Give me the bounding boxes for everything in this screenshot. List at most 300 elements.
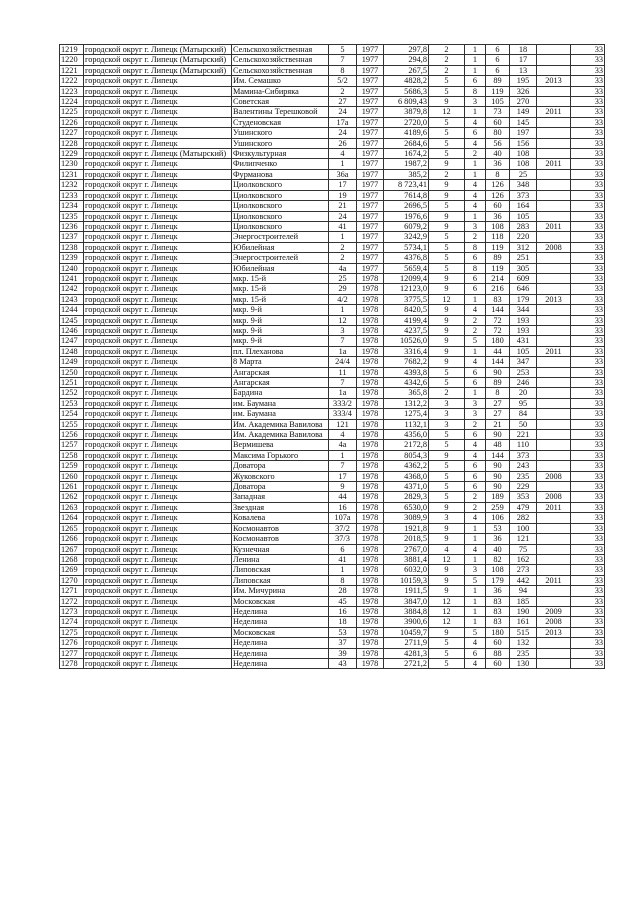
cell-street: пл. Плеханова [232, 346, 329, 356]
cell-repair-year [537, 336, 571, 346]
table-row [60, 294, 605, 304]
cell-code: 33 [571, 575, 605, 585]
cell-house-number: 7 [329, 55, 357, 65]
cell-row-number: 1226 [60, 117, 84, 127]
table-row [60, 86, 605, 96]
cell-floors: 9 [429, 180, 465, 190]
cell-street: мкр. 15-й [232, 284, 329, 294]
cell-code: 33 [571, 658, 605, 668]
cell-row-number: 1239 [60, 253, 84, 263]
cell-repair-year: 2013 [537, 76, 571, 86]
cell-repair-year [537, 149, 571, 159]
cell-street: Циолковского [232, 190, 329, 200]
cell-entrances: 2 [465, 502, 486, 512]
cell-row-number: 1272 [60, 596, 84, 606]
cell-floors: 9 [429, 502, 465, 512]
cell-year-built: 1978 [357, 658, 384, 668]
cell-repair-year [537, 169, 571, 179]
cell-entrances: 8 [465, 263, 486, 273]
cell-apartments: 216 [486, 284, 510, 294]
cell-street: Физкультурная [232, 149, 329, 159]
cell-row-number: 1256 [60, 430, 84, 440]
cell-residents: 20 [510, 388, 537, 398]
cell-street: мкр. 9-й [232, 315, 329, 325]
cell-floors: 5 [429, 201, 465, 211]
cell-floors: 12 [429, 107, 465, 117]
cell-year-built: 1978 [357, 409, 384, 419]
cell-district: городской округ г. Липецк [84, 263, 232, 273]
cell-code: 33 [571, 523, 605, 533]
cell-district: городской округ г. Липецк [84, 315, 232, 325]
cell-repair-year [537, 658, 571, 668]
cell-residents: 25 [510, 169, 537, 179]
cell-year-built: 1978 [357, 471, 384, 481]
cell-entrances: 5 [465, 336, 486, 346]
table-row [60, 211, 605, 221]
cell-apartments: 144 [486, 357, 510, 367]
cell-year-built: 1977 [357, 263, 384, 273]
cell-repair-year [537, 86, 571, 96]
cell-area: 2696,5 [384, 201, 429, 211]
cell-year-built: 1978 [357, 575, 384, 585]
cell-residents: 17 [510, 55, 537, 65]
cell-floors: 12 [429, 294, 465, 304]
cell-code: 33 [571, 596, 605, 606]
cell-district: городской округ г. Липецк [84, 544, 232, 554]
cell-repair-year [537, 55, 571, 65]
cell-row-number: 1258 [60, 450, 84, 460]
cell-year-built: 1978 [357, 430, 384, 440]
cell-apartments: 214 [486, 273, 510, 283]
cell-entrances: 1 [465, 65, 486, 75]
cell-code: 33 [571, 45, 605, 55]
cell-residents: 179 [510, 294, 537, 304]
cell-residents: 251 [510, 253, 537, 263]
cell-apartments: 36 [486, 211, 510, 221]
cell-residents: 273 [510, 565, 537, 575]
cell-entrances: 4 [465, 440, 486, 450]
cell-code: 33 [571, 482, 605, 492]
table-row [60, 232, 605, 242]
cell-repair-year: 2013 [537, 627, 571, 637]
cell-area: 2172,8 [384, 440, 429, 450]
table-row [60, 554, 605, 564]
cell-year-built: 1977 [357, 169, 384, 179]
cell-house-number: 5/2 [329, 76, 357, 86]
cell-street: Филипченко [232, 159, 329, 169]
cell-street: Циолковского [232, 201, 329, 211]
cell-entrances: 4 [465, 357, 486, 367]
cell-floors: 5 [429, 138, 465, 148]
cell-row-number: 1251 [60, 378, 84, 388]
table-row [60, 565, 605, 575]
cell-code: 33 [571, 513, 605, 523]
cell-street: Студеновская [232, 117, 329, 127]
cell-entrances: 3 [465, 97, 486, 107]
cell-code: 33 [571, 325, 605, 335]
cell-apartments: 119 [486, 242, 510, 252]
cell-house-number: 5 [329, 45, 357, 55]
cell-street: Липовская [232, 575, 329, 585]
cell-apartments: 56 [486, 138, 510, 148]
cell-district: городской округ г. Липецк (Матырский) [84, 149, 232, 159]
cell-house-number: 37/2 [329, 523, 357, 533]
table-row [60, 284, 605, 294]
cell-district: городской округ г. Липецк [84, 336, 232, 346]
cell-row-number: 1261 [60, 482, 84, 492]
cell-entrances: 6 [465, 284, 486, 294]
cell-row-number: 1259 [60, 461, 84, 471]
cell-residents: 197 [510, 128, 537, 138]
cell-year-built: 1978 [357, 325, 384, 335]
cell-apartments: 27 [486, 409, 510, 419]
cell-area: 8054,3 [384, 450, 429, 460]
cell-entrances: 2 [465, 149, 486, 159]
cell-code: 33 [571, 606, 605, 616]
cell-apartments: 108 [486, 565, 510, 575]
cell-repair-year [537, 367, 571, 377]
cell-house-number: 27 [329, 97, 357, 107]
cell-residents: 220 [510, 232, 537, 242]
cell-district: городской округ г. Липецк [84, 128, 232, 138]
cell-house-number: 37 [329, 638, 357, 648]
cell-year-built: 1978 [357, 596, 384, 606]
cell-row-number: 1248 [60, 346, 84, 356]
cell-year-built: 1977 [357, 190, 384, 200]
table-row [60, 107, 605, 117]
cell-entrances: 6 [465, 128, 486, 138]
cell-repair-year [537, 554, 571, 564]
table-row [60, 305, 605, 315]
cell-area: 6032,0 [384, 565, 429, 575]
cell-district: городской округ г. Липецк [84, 586, 232, 596]
cell-house-number: 16 [329, 502, 357, 512]
cell-apartments: 119 [486, 86, 510, 96]
table-row [60, 65, 605, 75]
cell-code: 33 [571, 180, 605, 190]
cell-repair-year [537, 284, 571, 294]
cell-repair-year [537, 97, 571, 107]
cell-code: 33 [571, 55, 605, 65]
cell-district: городской округ г. Липецк [84, 86, 232, 96]
cell-apartments: 105 [486, 97, 510, 107]
cell-year-built: 1977 [357, 201, 384, 211]
cell-repair-year [537, 378, 571, 388]
cell-street: Сельскохозяйственная [232, 55, 329, 65]
cell-house-number: 28 [329, 586, 357, 596]
cell-year-built: 1978 [357, 523, 384, 533]
cell-code: 33 [571, 357, 605, 367]
cell-street: мкр. 9-й [232, 325, 329, 335]
cell-entrances: 1 [465, 55, 486, 65]
cell-entrances: 6 [465, 378, 486, 388]
cell-residents: 95 [510, 398, 537, 408]
cell-entrances: 2 [465, 419, 486, 429]
cell-row-number: 1263 [60, 502, 84, 512]
cell-code: 33 [571, 534, 605, 544]
cell-district: городской округ г. Липецк [84, 180, 232, 190]
cell-street: Неделина [232, 648, 329, 658]
cell-district: городской округ г. Липецк [84, 169, 232, 179]
cell-entrances: 4 [465, 544, 486, 554]
cell-floors: 12 [429, 606, 465, 616]
cell-floors: 5 [429, 482, 465, 492]
cell-district: городской округ г. Липецк [84, 638, 232, 648]
cell-year-built: 1977 [357, 253, 384, 263]
cell-code: 33 [571, 97, 605, 107]
cell-year-built: 1978 [357, 440, 384, 450]
cell-district: городской округ г. Липецк [84, 117, 232, 127]
cell-entrances: 4 [465, 305, 486, 315]
cell-repair-year [537, 398, 571, 408]
cell-residents: 75 [510, 544, 537, 554]
cell-residents: 431 [510, 336, 537, 346]
cell-entrances: 4 [465, 138, 486, 148]
cell-entrances: 4 [465, 658, 486, 668]
cell-house-number: 43 [329, 658, 357, 668]
cell-row-number: 1274 [60, 617, 84, 627]
cell-floors: 3 [429, 419, 465, 429]
cell-residents: 110 [510, 440, 537, 450]
cell-residents: 105 [510, 346, 537, 356]
cell-row-number: 1231 [60, 169, 84, 179]
cell-year-built: 1977 [357, 159, 384, 169]
table-row [60, 482, 605, 492]
cell-code: 33 [571, 346, 605, 356]
cell-area: 4393,8 [384, 367, 429, 377]
cell-district: городской округ г. Липецк [84, 388, 232, 398]
cell-district: городской округ г. Липецк [84, 450, 232, 460]
cell-street: Неделина [232, 638, 329, 648]
cell-floors: 9 [429, 523, 465, 533]
cell-code: 33 [571, 409, 605, 419]
cell-apartments: 90 [486, 482, 510, 492]
cell-row-number: 1277 [60, 648, 84, 658]
table-row [60, 606, 605, 616]
cell-house-number: 1а [329, 346, 357, 356]
cell-year-built: 1977 [357, 86, 384, 96]
cell-year-built: 1978 [357, 273, 384, 283]
cell-year-built: 1978 [357, 367, 384, 377]
cell-area: 1976,6 [384, 211, 429, 221]
cell-street: Московская [232, 596, 329, 606]
cell-year-built: 1977 [357, 45, 384, 55]
cell-row-number: 1250 [60, 367, 84, 377]
cell-repair-year [537, 263, 571, 273]
cell-house-number: 6 [329, 544, 357, 554]
cell-code: 33 [571, 305, 605, 315]
cell-repair-year [537, 128, 571, 138]
cell-entrances: 6 [465, 76, 486, 86]
cell-entrances: 2 [465, 315, 486, 325]
cell-area: 6 809,43 [384, 97, 429, 107]
cell-floors: 5 [429, 430, 465, 440]
table-row [60, 169, 605, 179]
cell-district: городской округ г. Липецк [84, 346, 232, 356]
cell-repair-year [537, 201, 571, 211]
cell-house-number: 17а [329, 117, 357, 127]
cell-year-built: 1978 [357, 586, 384, 596]
cell-entrances: 1 [465, 107, 486, 117]
cell-street: Космонавтов [232, 523, 329, 533]
cell-code: 33 [571, 86, 605, 96]
cell-entrances: 5 [465, 627, 486, 637]
cell-repair-year: 2008 [537, 242, 571, 252]
cell-street: Жуковского [232, 471, 329, 481]
cell-residents: 347 [510, 357, 537, 367]
cell-repair-year [537, 534, 571, 544]
cell-house-number: 37/3 [329, 534, 357, 544]
cell-district: городской округ г. Липецк [84, 596, 232, 606]
cell-apartments: 72 [486, 315, 510, 325]
cell-floors: 5 [429, 128, 465, 138]
cell-year-built: 1978 [357, 648, 384, 658]
cell-house-number: 11 [329, 367, 357, 377]
cell-floors: 9 [429, 284, 465, 294]
cell-entrances: 4 [465, 117, 486, 127]
cell-repair-year [537, 409, 571, 419]
cell-house-number: 1 [329, 159, 357, 169]
cell-house-number: 1 [329, 305, 357, 315]
cell-district: городской округ г. Липецк [84, 273, 232, 283]
cell-row-number: 1273 [60, 606, 84, 616]
cell-repair-year [537, 440, 571, 450]
cell-house-number: 4 [329, 430, 357, 440]
cell-area: 2767,0 [384, 544, 429, 554]
table-row [60, 388, 605, 398]
cell-floors: 9 [429, 97, 465, 107]
cell-house-number: 107а [329, 513, 357, 523]
cell-district: городской округ г. Липецк (Матырский) [84, 55, 232, 65]
cell-code: 33 [571, 138, 605, 148]
cell-entrances: 4 [465, 513, 486, 523]
cell-row-number: 1232 [60, 180, 84, 190]
cell-floors: 9 [429, 211, 465, 221]
table-row [60, 617, 605, 627]
cell-district: городской округ г. Липецк [84, 482, 232, 492]
cell-street: Им. Мичурина [232, 586, 329, 596]
cell-code: 33 [571, 388, 605, 398]
cell-floors: 3 [429, 409, 465, 419]
cell-district: городской округ г. Липецк [84, 325, 232, 335]
cell-area: 4356,0 [384, 430, 429, 440]
cell-floors: 5 [429, 86, 465, 96]
cell-street: Западная [232, 492, 329, 502]
table-row [60, 159, 605, 169]
cell-year-built: 1977 [357, 107, 384, 117]
cell-entrances: 1 [465, 159, 486, 169]
cell-residents: 130 [510, 658, 537, 668]
cell-row-number: 1227 [60, 128, 84, 138]
cell-area: 4371,0 [384, 482, 429, 492]
cell-repair-year [537, 315, 571, 325]
cell-floors: 4 [429, 544, 465, 554]
table-row [60, 398, 605, 408]
cell-street: Неделина [232, 617, 329, 627]
cell-street: Мамина-Сибиряка [232, 86, 329, 96]
cell-row-number: 1253 [60, 398, 84, 408]
cell-floors: 5 [429, 232, 465, 242]
cell-entrances: 8 [465, 86, 486, 96]
cell-house-number: 26 [329, 138, 357, 148]
cell-row-number: 1238 [60, 242, 84, 252]
cell-residents: 164 [510, 201, 537, 211]
cell-apartments: 36 [486, 534, 510, 544]
cell-area: 2720,0 [384, 117, 429, 127]
cell-area: 1674,2 [384, 149, 429, 159]
cell-row-number: 1265 [60, 523, 84, 533]
cell-floors: 2 [429, 45, 465, 55]
cell-code: 33 [571, 263, 605, 273]
table-row [60, 648, 605, 658]
cell-year-built: 1978 [357, 544, 384, 554]
cell-repair-year: 2011 [537, 221, 571, 231]
cell-district: городской округ г. Липецк [84, 97, 232, 107]
cell-year-built: 1977 [357, 55, 384, 65]
cell-row-number: 1267 [60, 544, 84, 554]
cell-floors: 5 [429, 367, 465, 377]
cell-row-number: 1224 [60, 97, 84, 107]
cell-area: 4199,4 [384, 315, 429, 325]
cell-entrances: 1 [465, 346, 486, 356]
cell-row-number: 1260 [60, 471, 84, 481]
cell-entrances: 5 [465, 575, 486, 585]
cell-apartments: 44 [486, 346, 510, 356]
cell-street: Ленина [232, 554, 329, 564]
cell-row-number: 1237 [60, 232, 84, 242]
cell-floors: 5 [429, 492, 465, 502]
cell-floors: 5 [429, 461, 465, 471]
cell-area: 385,2 [384, 169, 429, 179]
cell-district: городской округ г. Липецк [84, 242, 232, 252]
cell-repair-year: 2011 [537, 159, 571, 169]
table-row [60, 201, 605, 211]
cell-residents: 373 [510, 190, 537, 200]
cell-district: городской округ г. Липецк [84, 211, 232, 221]
table-row [60, 190, 605, 200]
table-row [60, 523, 605, 533]
cell-row-number: 1257 [60, 440, 84, 450]
cell-area: 5734,1 [384, 242, 429, 252]
table-row [60, 76, 605, 86]
cell-year-built: 1977 [357, 138, 384, 148]
cell-code: 33 [571, 367, 605, 377]
cell-area: 12123,0 [384, 284, 429, 294]
cell-code: 33 [571, 242, 605, 252]
cell-year-built: 1978 [357, 492, 384, 502]
cell-year-built: 1978 [357, 482, 384, 492]
cell-code: 33 [571, 492, 605, 502]
cell-street: Энергостроителей [232, 232, 329, 242]
cell-apartments: 126 [486, 180, 510, 190]
table-row [60, 627, 605, 637]
table-row [60, 253, 605, 263]
cell-residents: 108 [510, 149, 537, 159]
cell-apartments: 83 [486, 294, 510, 304]
cell-floors: 9 [429, 586, 465, 596]
cell-district: городской округ г. Липецк [84, 253, 232, 263]
cell-repair-year: 2011 [537, 502, 571, 512]
cell-entrances: 4 [465, 450, 486, 460]
cell-floors: 9 [429, 346, 465, 356]
cell-area: 3900,6 [384, 617, 429, 627]
cell-apartments: 60 [486, 201, 510, 211]
cell-district: городской округ г. Липецк [84, 648, 232, 658]
cell-row-number: 1234 [60, 201, 84, 211]
cell-entrances: 6 [465, 471, 486, 481]
cell-street: Доватора [232, 482, 329, 492]
table-row [60, 273, 605, 283]
